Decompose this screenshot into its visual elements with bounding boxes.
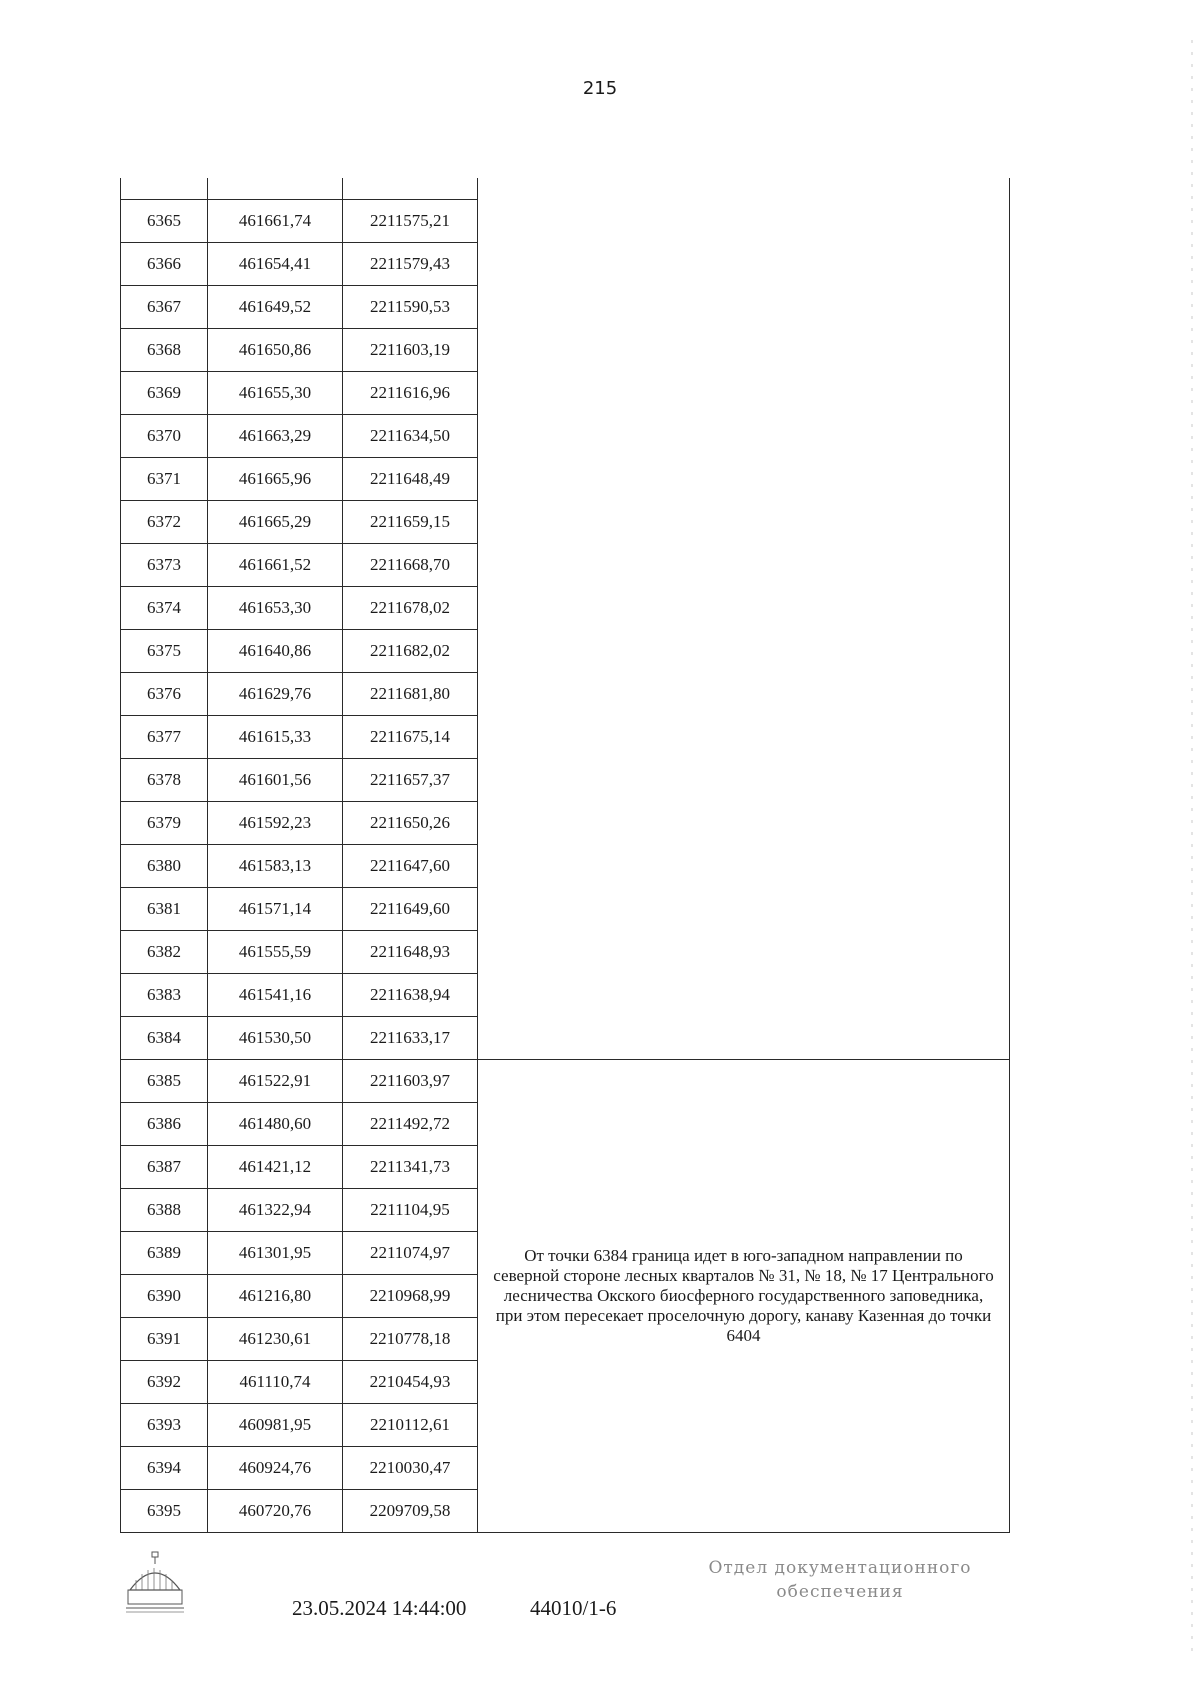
point-number-cell: 6393 xyxy=(121,1404,208,1447)
x-coordinate-cell: 461530,50 xyxy=(208,1017,343,1060)
y-coordinate-cell: 2211616,96 xyxy=(343,372,478,415)
point-number-cell: 6383 xyxy=(121,974,208,1017)
point-number-cell: 6375 xyxy=(121,630,208,673)
point-number-cell: 6395 xyxy=(121,1490,208,1533)
point-number-cell: 6387 xyxy=(121,1146,208,1189)
point-number-cell: 6366 xyxy=(121,243,208,286)
y-coordinate-cell: 2211668,70 xyxy=(343,544,478,587)
point-number-cell: 6392 xyxy=(121,1361,208,1404)
x-coordinate-cell: 461421,12 xyxy=(208,1146,343,1189)
x-coordinate-cell: 461301,95 xyxy=(208,1232,343,1275)
x-coordinate-cell: 461629,76 xyxy=(208,673,343,716)
point-number-cell: 6385 xyxy=(121,1060,208,1103)
point-number-cell: 6377 xyxy=(121,716,208,759)
y-coordinate-cell: 2210968,99 xyxy=(343,1275,478,1318)
y-coordinate-cell: 2211341,73 xyxy=(343,1146,478,1189)
y-coordinate-cell: 2211634,50 xyxy=(343,415,478,458)
y-coordinate-cell: 2211659,15 xyxy=(343,501,478,544)
x-coordinate-cell: 461661,74 xyxy=(208,200,343,243)
y-coordinate-cell: 2209709,58 xyxy=(343,1490,478,1533)
x-coordinate-cell: 461640,86 xyxy=(208,630,343,673)
y-coordinate-cell: 2211633,17 xyxy=(343,1017,478,1060)
y-coordinate-cell: 2211603,19 xyxy=(343,329,478,372)
y-coordinate-cell: 2211675,14 xyxy=(343,716,478,759)
point-number-cell: 6365 xyxy=(121,200,208,243)
coordinates-table-wrap xyxy=(120,178,1010,1548)
x-coordinate-cell: 461665,96 xyxy=(208,458,343,501)
y-coordinate-cell: 2211650,26 xyxy=(343,802,478,845)
point-number-cell: 6369 xyxy=(121,372,208,415)
x-coordinate-cell: 461110,74 xyxy=(208,1361,343,1404)
point-number-cell: 6390 xyxy=(121,1275,208,1318)
point-number-cell: 6382 xyxy=(121,931,208,974)
x-coordinate-cell: 461480,60 xyxy=(208,1103,343,1146)
y-coordinate-cell: 2211681,80 xyxy=(343,673,478,716)
y-coordinate-cell: 2210030,47 xyxy=(343,1447,478,1490)
coordinates-table xyxy=(120,178,1010,1533)
x-coordinate-cell: 461615,33 xyxy=(208,716,343,759)
x-coordinate-cell: 461216,80 xyxy=(208,1275,343,1318)
point-number-cell: 6367 xyxy=(121,286,208,329)
x-coordinate-cell: 461601,56 xyxy=(208,759,343,802)
y-coordinate-cell: 2211603,97 xyxy=(343,1060,478,1103)
department-line-2: обеспечения xyxy=(776,1582,904,1602)
y-coordinate-cell: 2211648,93 xyxy=(343,931,478,974)
x-coordinate-cell: 461663,29 xyxy=(208,415,343,458)
y-coordinate-cell: 2211682,02 xyxy=(343,630,478,673)
department-line-1: Отдел документационного xyxy=(708,1558,972,1578)
x-coordinate-cell: 460720,76 xyxy=(208,1490,343,1533)
point-number-cell: 6376 xyxy=(121,673,208,716)
x-coordinate-cell: 461661,52 xyxy=(208,544,343,587)
x-coordinate-cell: 461541,16 xyxy=(208,974,343,1017)
x-coordinate-cell: 461592,23 xyxy=(208,802,343,845)
x-coordinate-cell: 461654,41 xyxy=(208,243,343,286)
y-coordinate-cell: 2211648,49 xyxy=(343,458,478,501)
continuation-cell xyxy=(208,178,343,200)
page-number: 215 xyxy=(582,78,618,99)
y-coordinate-cell: 2211074,97 xyxy=(343,1232,478,1275)
footer-document-code: 44010/1-6 xyxy=(530,1596,617,1620)
x-coordinate-cell: 460981,95 xyxy=(208,1404,343,1447)
point-number-cell: 6370 xyxy=(121,415,208,458)
point-number-cell: 6381 xyxy=(121,888,208,931)
point-number-cell: 6371 xyxy=(121,458,208,501)
table-continuation-row xyxy=(121,178,1010,200)
x-coordinate-cell: 460924,76 xyxy=(208,1447,343,1490)
y-coordinate-cell: 2210778,18 xyxy=(343,1318,478,1361)
point-number-cell: 6394 xyxy=(121,1447,208,1490)
y-coordinate-cell: 2211590,53 xyxy=(343,286,478,329)
point-number-cell: 6372 xyxy=(121,501,208,544)
point-number-cell: 6384 xyxy=(121,1017,208,1060)
point-number-cell: 6373 xyxy=(121,544,208,587)
y-coordinate-cell: 2211579,43 xyxy=(343,243,478,286)
x-coordinate-cell: 461322,94 xyxy=(208,1189,343,1232)
previous-description-cell xyxy=(478,178,1010,1060)
x-coordinate-cell: 461522,91 xyxy=(208,1060,343,1103)
y-coordinate-cell: 2211647,60 xyxy=(343,845,478,888)
x-coordinate-cell: 461555,59 xyxy=(208,931,343,974)
table-row xyxy=(121,1060,1010,1103)
x-coordinate-cell: 461649,52 xyxy=(208,286,343,329)
y-coordinate-cell: 2211575,21 xyxy=(343,200,478,243)
point-number-cell: 6374 xyxy=(121,587,208,630)
point-number-cell: 6389 xyxy=(121,1232,208,1275)
x-coordinate-cell: 461571,14 xyxy=(208,888,343,931)
y-coordinate-cell: 2211104,95 xyxy=(343,1189,478,1232)
point-number-cell: 6388 xyxy=(121,1189,208,1232)
y-coordinate-cell: 2211649,60 xyxy=(343,888,478,931)
y-coordinate-cell: 2211678,02 xyxy=(343,587,478,630)
registry-logo xyxy=(124,1550,186,1616)
point-number-cell: 6378 xyxy=(121,759,208,802)
y-coordinate-cell: 2210454,93 xyxy=(343,1361,478,1404)
y-coordinate-cell: 2211638,94 xyxy=(343,974,478,1017)
y-coordinate-cell: 2210112,61 xyxy=(343,1404,478,1447)
point-number-cell: 6368 xyxy=(121,329,208,372)
footer-date: 23.05.2024 14:44:00 xyxy=(292,1596,467,1620)
scan-edge-marks xyxy=(1180,0,1200,1695)
continuation-cell xyxy=(343,178,478,200)
x-coordinate-cell: 461230,61 xyxy=(208,1318,343,1361)
point-number-cell: 6380 xyxy=(121,845,208,888)
department-stamp xyxy=(700,1556,980,1604)
continuation-cell xyxy=(121,178,208,200)
x-coordinate-cell: 461650,86 xyxy=(208,329,343,372)
point-number-cell: 6391 xyxy=(121,1318,208,1361)
x-coordinate-cell: 461665,29 xyxy=(208,501,343,544)
x-coordinate-cell: 461653,30 xyxy=(208,587,343,630)
x-coordinate-cell: 461583,13 xyxy=(208,845,343,888)
point-number-cell: 6386 xyxy=(121,1103,208,1146)
point-number-cell: 6379 xyxy=(121,802,208,845)
x-coordinate-cell: 461655,30 xyxy=(208,372,343,415)
y-coordinate-cell: 2211492,72 xyxy=(343,1103,478,1146)
y-coordinate-cell: 2211657,37 xyxy=(343,759,478,802)
boundary-description-cell: От точки 6384 граница идет в юго-западном направлении по северной стороне лесных кварталов № 31, № 18, № 17 Центрального лесничества Окского биосферного государственного заповедника, при этом пересекает проселочную дорогу, канаву Казенная до точки 6404 xyxy=(478,1060,1010,1533)
